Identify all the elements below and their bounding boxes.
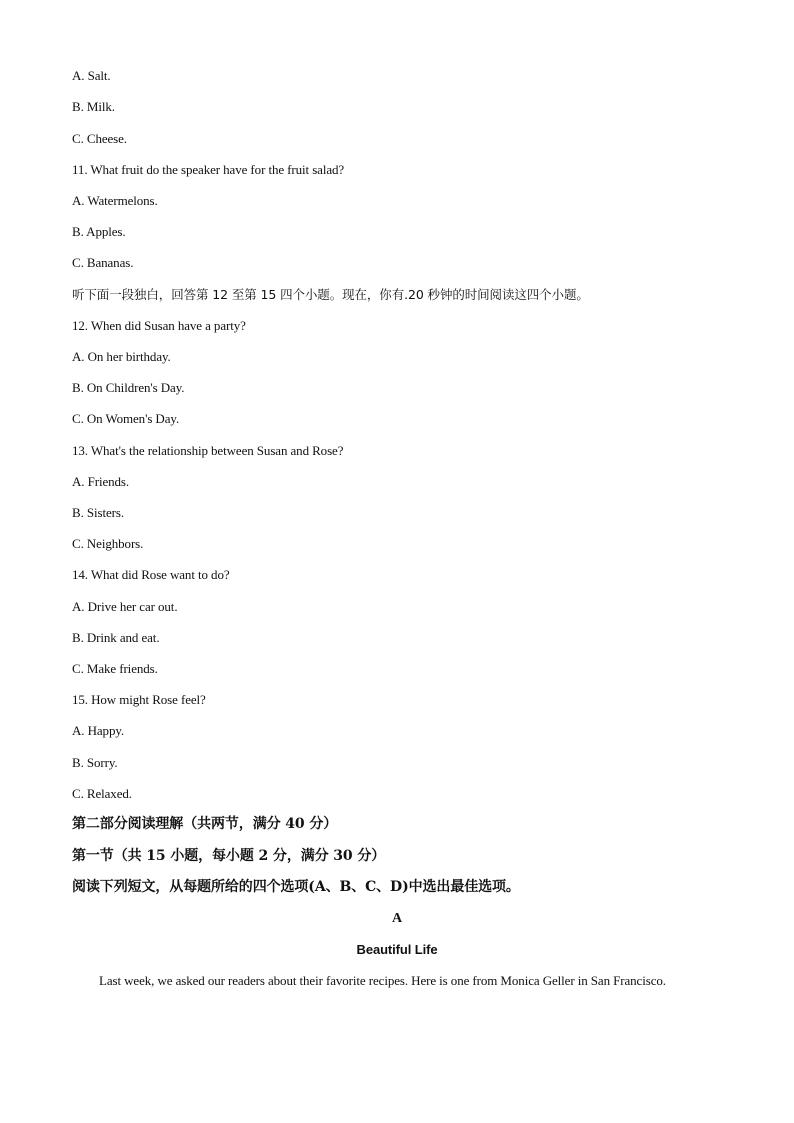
option-c-make-friends: C. Make friends.: [72, 661, 158, 676]
option-b-childrens-day: B. On Children's Day.: [72, 380, 185, 395]
option-a-watermelons: A. Watermelons.: [72, 193, 158, 208]
option-b-apples: B. Apples.: [72, 224, 126, 239]
option-a-birthday: A. On her birthday.: [72, 349, 171, 364]
question-11: 11. What fruit do the speaker have for the fruit salad?: [72, 162, 345, 177]
option-c-womens-day: C. On Women's Day.: [72, 411, 180, 426]
reading-instruction: 阅读下列短文，从每题所给的四个选项(A、B、C、D)中选出最佳选项。: [72, 879, 520, 895]
option-a-friends: A. Friends.: [72, 474, 130, 489]
option-b-drink-eat: B. Drink and eat.: [72, 630, 160, 645]
option-a-drive-car: A. Drive her car out.: [72, 599, 178, 614]
section-one-heading: 第一节（共 15 小题，每小题 2 分，满分 30 分）: [72, 848, 386, 864]
part-two-heading: 第二部分阅读理解（共两节，满分 40 分）: [72, 816, 338, 832]
option-b-sisters: B. Sisters.: [72, 505, 124, 520]
option-b-sorry: B. Sorry.: [72, 755, 118, 770]
passage-letter: A: [391, 911, 402, 926]
option-c-neighbors: C. Neighbors.: [72, 536, 144, 551]
passage-first-line: Last week, we asked our readers about their favorite recipes. Here is one from Monica Geller in San Francisco.: [99, 973, 666, 988]
question-12: 12. When did Susan have a party?: [72, 318, 246, 333]
question-14: 14. What did Rose want to do?: [72, 567, 230, 582]
option-b-milk: B. Milk.: [72, 99, 115, 114]
option-a-salt: A. Salt.: [72, 68, 111, 83]
option-c-bananas: C. Bananas.: [72, 255, 134, 270]
option-c-relaxed: C. Relaxed.: [72, 786, 132, 801]
passage-title: Beautiful Life: [356, 942, 438, 957]
option-c-cheese: C. Cheese.: [72, 131, 127, 146]
question-15: 15. How might Rose feel?: [72, 692, 206, 707]
question-13: 13. What's the relationship between Susan and Rose?: [72, 443, 344, 458]
listening-instruction: 听下面一段独白，回答第 12 至第 15 四个小题。现在，你有.20 秒钟的时间阅读这四个小题。: [72, 287, 589, 302]
option-a-happy: A. Happy.: [72, 723, 125, 738]
